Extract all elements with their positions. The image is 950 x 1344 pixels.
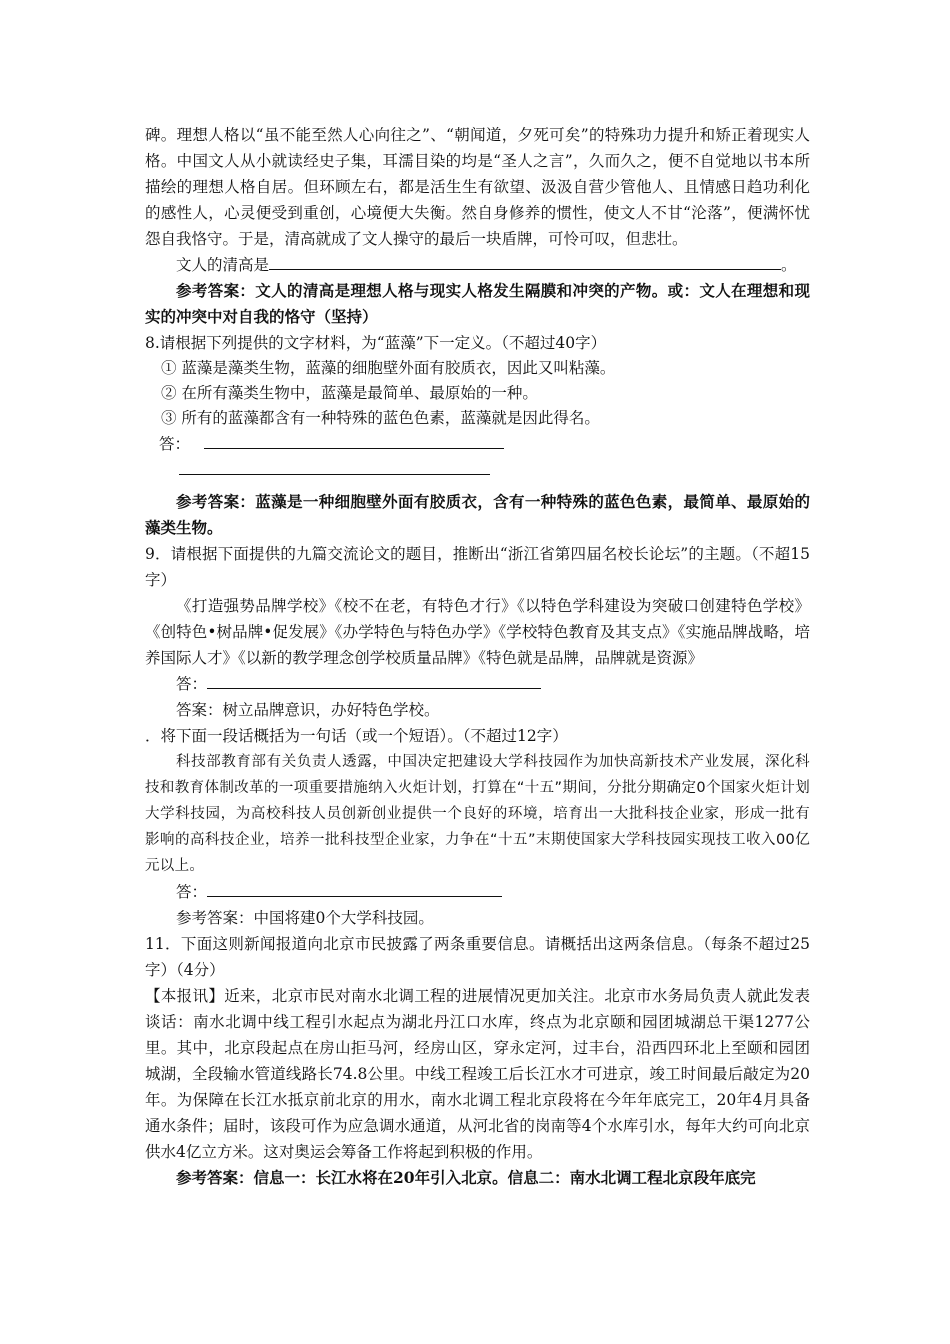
question-9: 9．请根据下面提供的九篇交流论文的题目，推断出“浙江省第四届名校长论坛”的主题。（不超15字） bbox=[145, 545, 810, 589]
q10-passage: 科技部教育部有关负责人透露，中国决定把建设大学科技园作为加快高新技术产业发展，深化科技和教育体制改革的一项重要措施纳入火炬计划，打算在“十五”期间，分批分期确定0个国家火炬计划大学科技园，为高校科技人员创新创业提供一个良好的环境，培育出一大批科技企业家，形成一批有影响的高科技企业，培养一批科技型企业家，力争在“十五”末期使国家大学科技园实现技工收入00亿元以上。 bbox=[145, 754, 810, 874]
q9-answer-row bbox=[145, 671, 810, 697]
q11-passage: 【本报讯】近来，北京市民对南水北调工程的进展情况更加关注。北京市水务局负责人就此发表谈话：南水北调中线工程引水起点为湖北丹江口水库，终点为北京颐和园团城湖总干渠1277公里。其中，北京段起点在房山拒马河，经房山区，穿永定河，过丰台，沿西四环北上至颐和园团城湖，全段输水管道线路长74.8公里。中线工程竣工后长江水才可进京，竣工时间最后敲定为20年。为保障在长江水抵京前北京的用水，南水北调工程北京段将在今年年底完工，20年4月具备通水条件；届时，该段可作为应急调水通道，从河北省的岗南等4个水库引水，每年大约可向北京供水4亿立方米。这对奥运会筹备工作将起到积极的作用。 bbox=[145, 987, 810, 1161]
q9-answer-label: 答： bbox=[176, 675, 208, 693]
reference-answer-8: 参考答案：蓝藻是一种细胞壁外面有胶质衣，含有一种特殊的蓝色色素，最简单、最原始的藻类生物。 bbox=[145, 492, 810, 537]
q8-item-1: ① 蓝藻是藻类生物，蓝藻的细胞壁外面有胶质衣，因此又叫粘藻。 bbox=[161, 359, 616, 377]
answer-blank-line bbox=[269, 252, 781, 270]
reference-answer-11: 参考答案：信息一：长江水将在20年引入北京。信息二：南水北调工程北京段年底完 bbox=[176, 1168, 756, 1187]
answer-blank-line bbox=[204, 431, 504, 449]
answer-blank-line bbox=[207, 879, 502, 897]
page-content bbox=[145, 122, 810, 1191]
fill-end: 。 bbox=[781, 256, 797, 274]
q8-answer-row-2 bbox=[145, 457, 810, 483]
question-8: 8.请根据下列提供的文字材料，为“蓝藻”下一定义。（不超过40字） bbox=[145, 334, 607, 352]
q8-item-2: ② 在所有藻类生物中，蓝藻是最简单、最原始的一种。 bbox=[161, 384, 538, 402]
q9-titles: 《打造强势品牌学校》《校不在老，有特色才行》《以特色学科建设为突破口创建特色学校》《创特色•树品牌•促发展》《办学特色与特色办学》《学校特色教育及其支点》《实施品牌战略，培养国际人才》《以新的教学理念创学校质量品牌》《特色就是品牌，品牌就是资源》 bbox=[145, 597, 810, 667]
q10-reference: 参考答案：中国将建0个大学科技园。 bbox=[176, 909, 434, 927]
q8-answer-label: 答： bbox=[159, 435, 191, 453]
answer-blank-line bbox=[179, 457, 490, 475]
q8-item-3: ③ 所有的蓝藻都含有一种特殊的蓝色色素，蓝藻就是因此得名。 bbox=[161, 409, 600, 427]
intro-passage: 碑。理想人格以“虽不能至然人心向往之”、“朝闻道，夕死可矣”的特殊功力提升和矫正着现实人格。中国文人从小就读经史子集，耳濡目染的均是“圣人之言”，久而久之，便不自觉地以书本所描绘的理想人格自居。但环顾左右，都是活生生有欲望、汲汲自营少管他人、且情感日趋功利化的感性人，心灵便受到重创，心境便大失衡。然自身修养的惯性，使文人不甘“沦落”，便满怀忧怨自我恪守。于是，清高就成了文人操守的最后一块盾牌，可怜可叹，但悲壮。 bbox=[145, 126, 810, 248]
fill-in-line bbox=[145, 252, 810, 278]
answer-blank-line bbox=[207, 671, 541, 689]
fill-prompt: 文人的清高是 bbox=[176, 256, 270, 274]
q8-answer-row bbox=[145, 431, 810, 457]
question-11: 11．下面这则新闻报道向北京市民披露了两条重要信息。请概括出这两条信息。（每条不超过25字）（4分） bbox=[145, 935, 810, 979]
q10-answer-label: 答： bbox=[176, 883, 208, 901]
reference-answer-7: 参考答案：文人的清高是理想人格与现实人格发生隔膜和冲突的产物。或：文人在理想和现实的冲突中对自我的恪守（坚持） bbox=[145, 281, 810, 326]
question-10: ．将下面一段话概括为一句话（或一个短语）。（不超过12字） bbox=[145, 727, 568, 745]
q9-answer: 答案：树立品牌意识，办好特色学校。 bbox=[176, 701, 440, 719]
q10-answer-row bbox=[145, 879, 810, 905]
